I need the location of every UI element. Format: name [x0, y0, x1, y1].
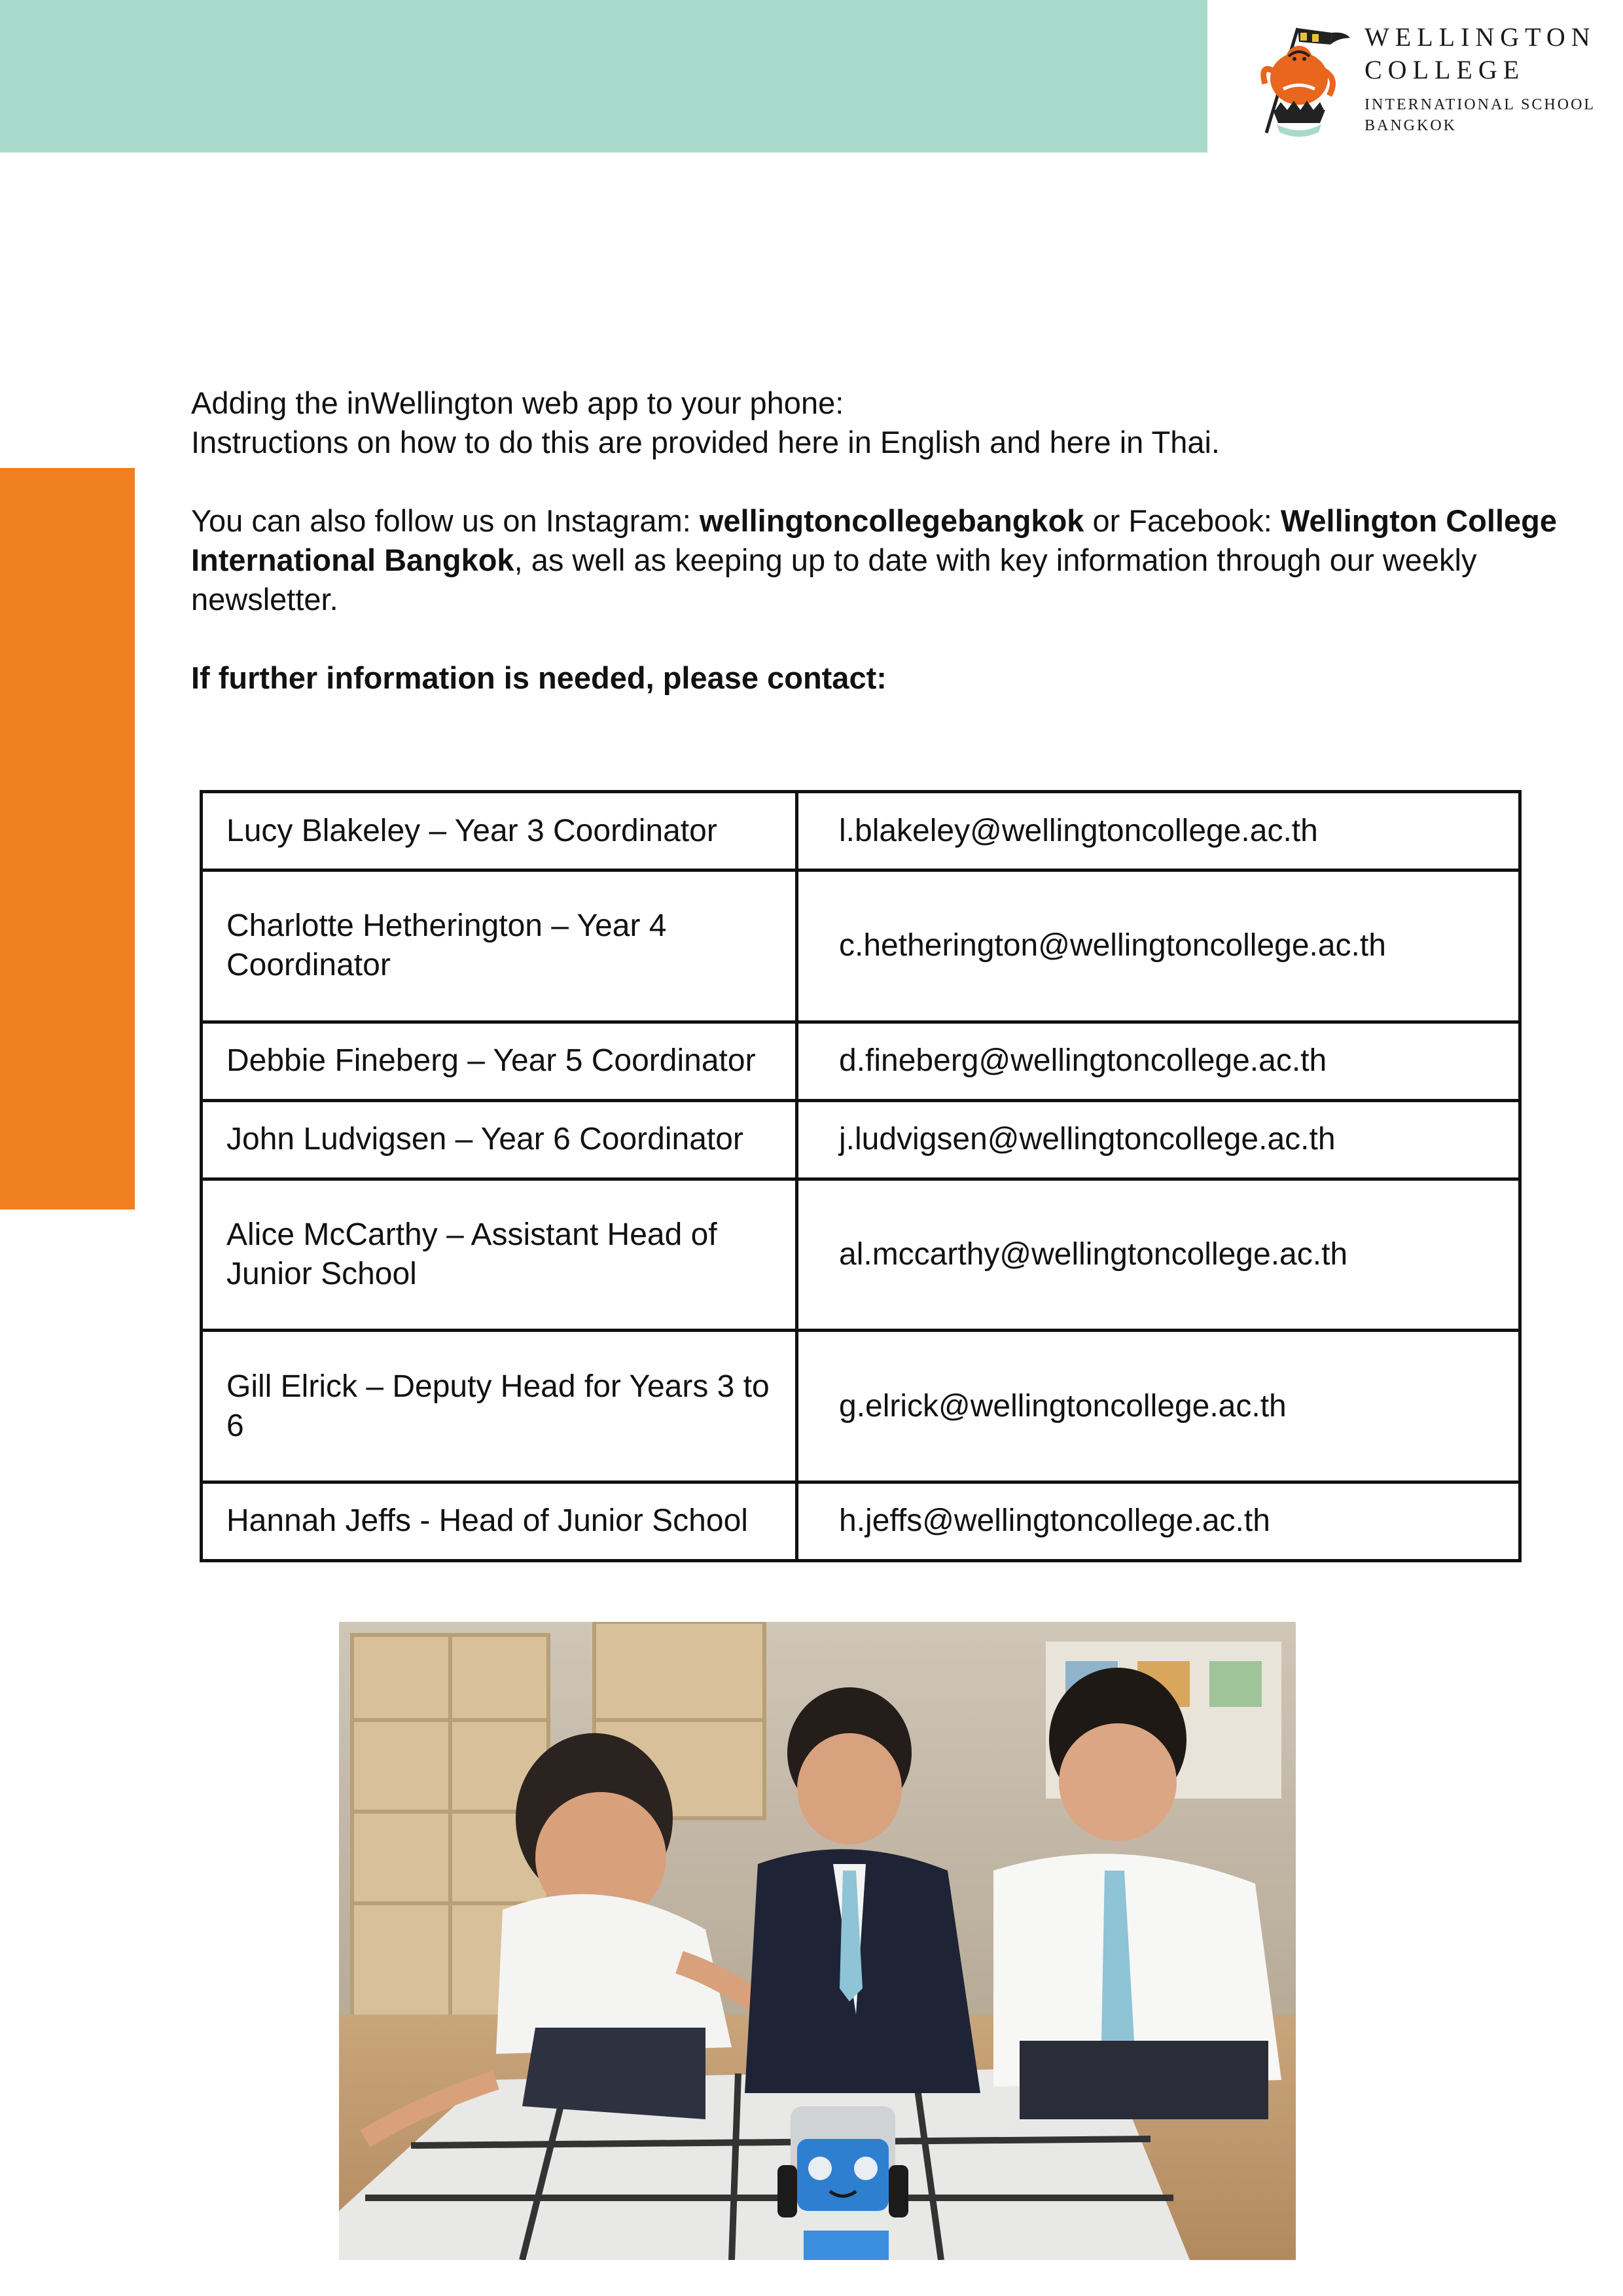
- logo-line-wellington: WELLINGTON: [1364, 22, 1596, 52]
- contact-email[interactable]: j.ludvigsen@wellingtoncollege.ac.th: [797, 1100, 1520, 1179]
- side-accent-band: [0, 468, 135, 1210]
- students-robot-photo: [339, 1622, 1296, 2260]
- contact-name: Gill Elrick – Deputy Head for Years 3 to 6: [202, 1331, 797, 1482]
- contact-name: Debbie Fineberg – Year 5 Coordinator: [202, 1022, 797, 1100]
- web-app-heading: Adding the inWellington web app to your phone:: [191, 386, 844, 420]
- contact-email[interactable]: l.blakeley@wellingtoncollege.ac.th: [797, 792, 1520, 870]
- top-accent-band: [0, 0, 1207, 152]
- contact-heading-text: If further information is needed, please contact:: [191, 660, 887, 695]
- contacts-table: [200, 790, 1522, 1562]
- contact-name: Lucy Blakeley – Year 3 Coordinator: [202, 792, 797, 870]
- contact-heading: [191, 658, 1578, 698]
- contact-name: John Ludvigsen – Year 6 Coordinator: [202, 1100, 797, 1179]
- web-app-instructions: Instructions on how to do this are provided here in English and here in Thai.: [191, 425, 1220, 459]
- table-row: [202, 1179, 1520, 1331]
- table-row: [202, 1022, 1520, 1100]
- contact-name: Hannah Jeffs - Head of Junior School: [202, 1482, 797, 1560]
- contact-name: Alice McCarthy – Assistant Head of Junior School: [202, 1179, 797, 1331]
- crest-icon: [1247, 18, 1351, 143]
- instagram-handle: wellingtoncollegebangkok: [699, 503, 1084, 538]
- intro-text: [191, 384, 1578, 698]
- logo-line-bangkok: BANGKOK: [1364, 117, 1457, 134]
- contact-email[interactable]: d.fineberg@wellingtoncollege.ac.th: [797, 1022, 1520, 1100]
- social-text-3: , as well as keeping up to date with key information through our weekly newsletter.: [191, 543, 1477, 617]
- table-row: [202, 1482, 1520, 1560]
- table-row: [202, 1331, 1520, 1482]
- contact-email[interactable]: c.hetherington@wellingtoncollege.ac.th: [797, 870, 1520, 1022]
- table-row: [202, 792, 1520, 870]
- contact-name: Charlotte Hetherington – Year 4 Coordinator: [202, 870, 797, 1022]
- social-text-1: You can also follow us on Instagram:: [191, 503, 700, 538]
- table-row: [202, 1100, 1520, 1179]
- logo-line-college: COLLEGE: [1364, 55, 1525, 84]
- logo-line-international-school: INTERNATIONAL SCHOOL: [1364, 96, 1596, 113]
- facebook-page-name: Wellington College International Bangkok: [191, 503, 1557, 577]
- social-paragraph: [191, 501, 1578, 619]
- table-row: [202, 870, 1520, 1022]
- contact-email[interactable]: h.jeffs@wellingtoncollege.ac.th: [797, 1482, 1520, 1560]
- logo-wordmark: [1364, 21, 1596, 136]
- contact-email[interactable]: g.elrick@wellingtoncollege.ac.th: [797, 1331, 1520, 1482]
- contact-email[interactable]: al.mccarthy@wellingtoncollege.ac.th: [797, 1179, 1520, 1331]
- social-text-2: or Facebook:: [1084, 503, 1281, 538]
- school-logo: [1247, 18, 1600, 149]
